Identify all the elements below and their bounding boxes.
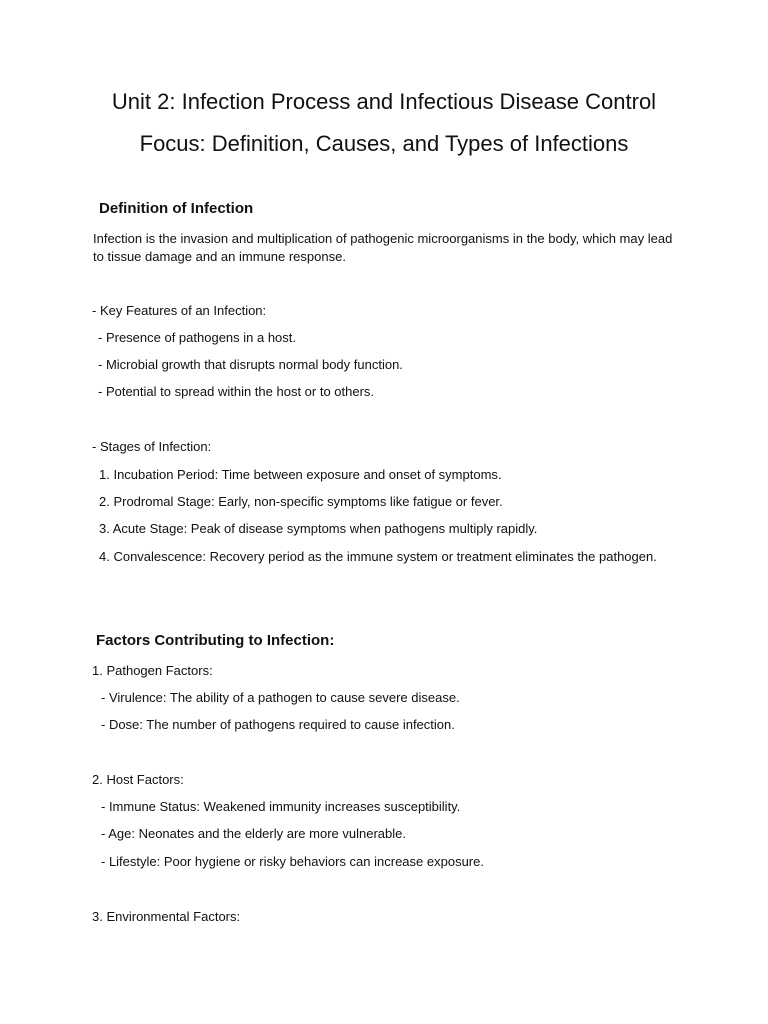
definition-text: Infection is the invasion and multiplication of pathogenic microorganisms in the body, which may lead to tissue damage and an immune response. [93,231,673,264]
list-item: - Presence of pathogens in a host. [98,330,297,345]
page-subtitle: Focus: Definition, Causes, and Types of Infections [139,131,629,156]
environmental-factors-label: 3. Environmental Factors: [92,909,241,924]
list-item: 4. Convalescence: Recovery period as the immune system or treatment eliminates the pathogen. [99,549,657,564]
stages-label: - Stages of Infection: [92,439,212,454]
list-item: 3. Acute Stage: Peak of disease symptoms when pathogens multiply rapidly. [99,521,538,536]
list-item: - Virulence: The ability of a pathogen to cause severe disease. [101,690,460,705]
list-item: - Lifestyle: Poor hygiene or risky behaviors can increase exposure. [101,854,484,869]
host-factors-label: 2. Host Factors: [92,772,184,787]
list-item: 1. Incubation Period: Time between exposure and onset of symptoms. [99,467,502,482]
list-item: - Microbial growth that disrupts normal body function. [98,357,403,372]
page-title: Unit 2: Infection Process and Infectious Disease Control [111,89,657,114]
factors-heading: Factors Contributing to Infection: [96,632,335,649]
list-item: - Dose: The number of pathogens required to cause infection. [101,717,455,732]
list-item: 2. Prodromal Stage: Early, non-specific symptoms like fatigue or fever. [99,494,503,509]
list-item: - Potential to spread within the host or to others. [98,384,375,399]
list-item: - Age: Neonates and the elderly are more vulnerable. [101,826,406,841]
pathogen-factors-label: 1. Pathogen Factors: [92,663,213,678]
key-features-label: - Key Features of an Infection: [92,303,267,318]
list-item: - Immune Status: Weakened immunity increases susceptibility. [101,799,461,814]
definition-heading: Definition of Infection [99,200,254,217]
